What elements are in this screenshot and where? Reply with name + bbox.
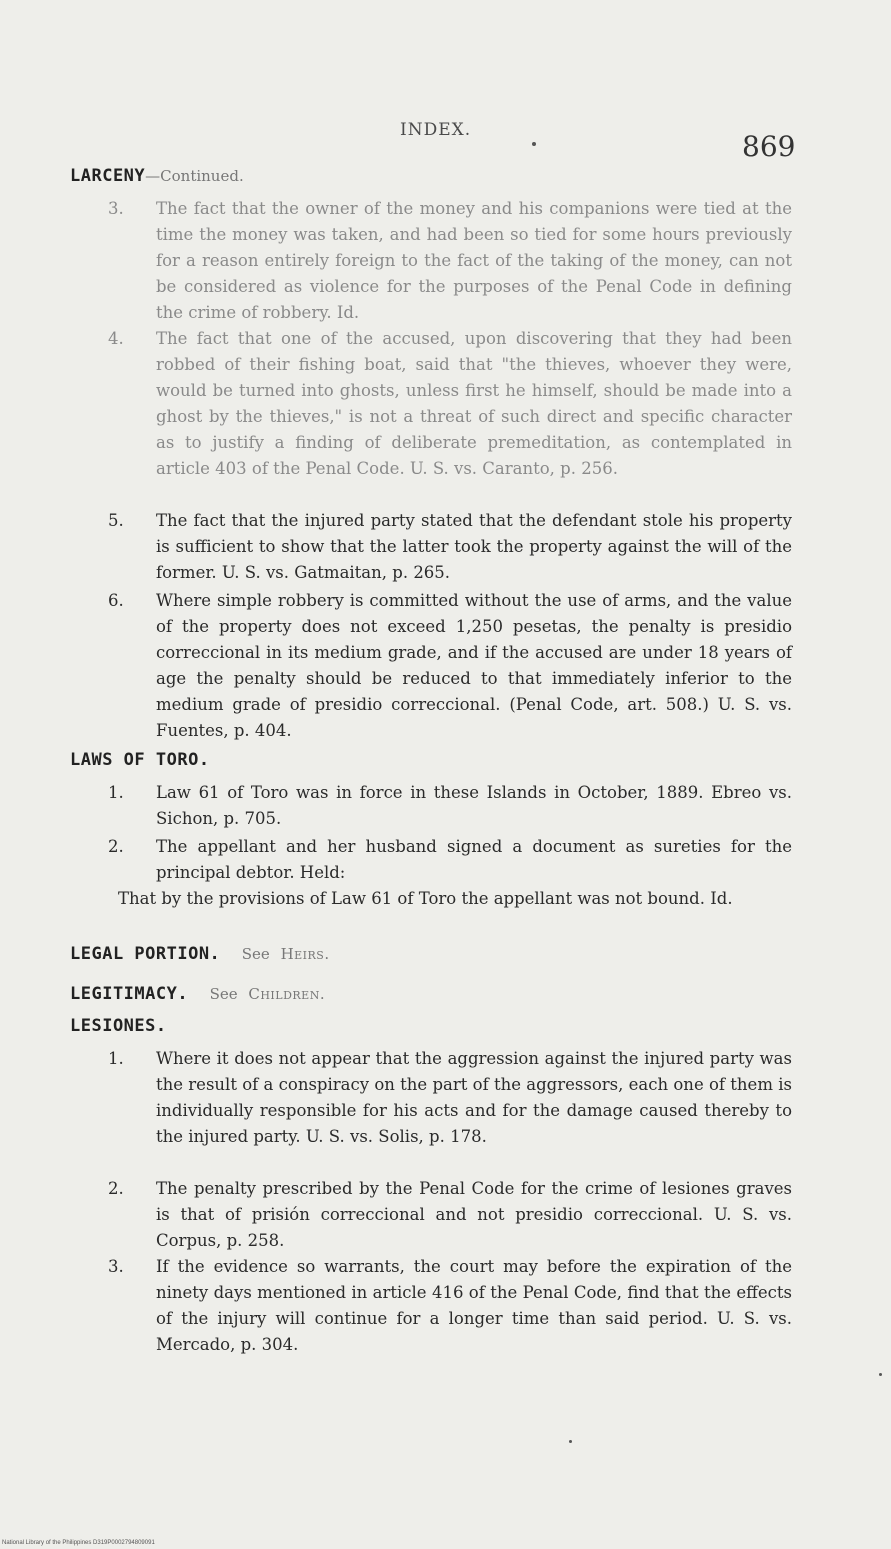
lesiones-entry-2 <box>108 1176 792 1254</box>
larceny-entry-5 <box>108 508 792 586</box>
holding-text: That by the provisions of Law 61 of Toro the appellant was not bound. Id. <box>118 889 733 908</box>
entry-text: The fact that one of the accused, upon discovering that they had been robbed of their fishing boat, said that "the thieves, whoever they were, would be turned into ghosts, unless first he himself, should be made into a ghost by the thieves," is not a threat of such direct and specific character as to justify a finding of deliberate premeditation, as contemplated in article 403 of the Penal Code. U. S. vs. Caranto, p. 256. <box>156 329 792 478</box>
see-reference: Children. <box>248 985 326 1003</box>
lesiones-entry-1 <box>108 1046 792 1150</box>
see-reference: Heirs. <box>280 945 330 963</box>
running-title: INDEX. <box>400 120 472 140</box>
entry-number: 5. <box>108 511 124 530</box>
speck-mark <box>569 1440 572 1443</box>
entry-text: The fact that the injured party stated that the defendant stole his property is sufficient to show that the latter took the property against the will of the former. U. S. vs. Gatmaitan, p. 265. <box>156 511 792 582</box>
larceny-entry-3 <box>108 196 792 326</box>
heading-lesiones: LESIONES. <box>70 1016 167 1036</box>
entry-text: Where it does not appear that the aggression against the injured party was the result of a conspiracy on the part of the aggressors, each one of them is individually responsible for his acts and for the damage caused thereby to the injured party. U. S. vs. Solis, p. 178. <box>156 1049 792 1146</box>
toro-holding <box>118 886 792 912</box>
heading-larceny-title: LARCENY <box>70 166 146 186</box>
entry-text: Law 61 of Toro was in force in these Islands in October, 1889. Ebreo vs. Sichon, p. 705. <box>156 783 792 828</box>
heading-legal-portion <box>70 944 330 964</box>
toro-entry-2 <box>108 834 792 886</box>
heading-laws-of-toro: LAWS OF TORO. <box>70 750 210 770</box>
entry-text: Where simple robbery is committed without the use of arms, and the value of the property does not exceed 1,250 pesetas, the penalty is presidio correccional in its medium grade, and if the accused are under 18 years of age the penalty should be reduced to that immediately inferior to the medium grade of presidio correccional. (Penal Code, art. 508.) U. S. vs. Fuentes, p. 404. <box>156 591 792 740</box>
heading-title: LEGITIMACY. <box>70 984 189 1004</box>
entry-number: 3. <box>108 1257 124 1276</box>
lesiones-entry-3 <box>108 1254 792 1358</box>
entry-text: The appellant and her husband signed a document as sureties for the principal debtor. Held: <box>156 837 792 882</box>
heading-larceny <box>70 166 244 186</box>
page-number: 869 <box>742 130 796 163</box>
entry-text: The penalty prescribed by the Penal Code for the crime of lesiones graves is that of prisión correccional and not presidio correccional. U. S. vs. Corpus, p. 258. <box>156 1179 792 1250</box>
entry-number: 3. <box>108 199 124 218</box>
entry-number: 4. <box>108 329 124 348</box>
entry-number: 6. <box>108 591 124 610</box>
speck-mark <box>532 142 536 146</box>
entry-number: 1. <box>108 1049 124 1068</box>
see-label: See <box>241 945 270 963</box>
larceny-entry-4 <box>108 326 792 482</box>
entry-text: The fact that the owner of the money and his companions were tied at the time the money was taken, and had been so tied for some hours previously for a reason entirely foreign to the fact of the taking of the money, can not be considered as violence for the purposes of the Penal Code in defining the crime of robbery. Id. <box>156 199 792 322</box>
speck-mark <box>879 1373 882 1376</box>
scan-footer: National Library of the Philippines D319P0002794809091 <box>2 1540 155 1546</box>
entry-number: 2. <box>108 1179 124 1198</box>
larceny-entry-6 <box>108 588 792 744</box>
toro-entry-1 <box>108 780 792 832</box>
continued-label: —Continued. <box>145 167 244 185</box>
entry-text: If the evidence so warrants, the court may before the expiration of the ninety days mentioned in article 416 of the Penal Code, find that the effects of the injury will continue for a longer time than said period. U. S. vs. Mercado, p. 304. <box>156 1257 792 1354</box>
see-label: See <box>209 985 238 1003</box>
entry-number: 1. <box>108 783 124 802</box>
heading-legitimacy <box>70 984 325 1004</box>
entry-number: 2. <box>108 837 124 856</box>
heading-title: LEGAL PORTION. <box>70 944 221 964</box>
